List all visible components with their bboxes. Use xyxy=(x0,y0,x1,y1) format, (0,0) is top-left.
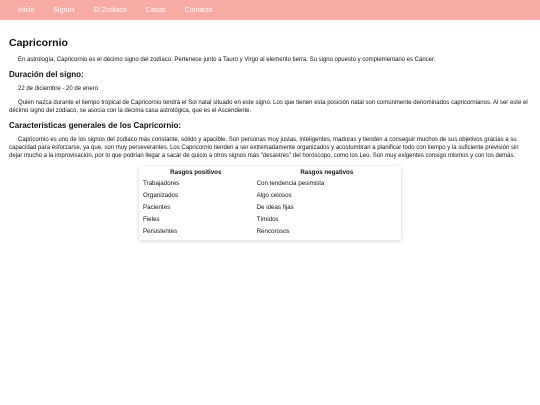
nav-link-el-zodiaco[interactable]: El Zodiaco xyxy=(93,6,127,14)
traits-table-card xyxy=(139,166,401,240)
sign-dates: 22 de diciembre - 20 de enero xyxy=(18,86,99,92)
page-title: Capricornio xyxy=(9,37,68,49)
positive-trait-cell: Pacientes xyxy=(143,204,171,211)
positive-trait-cell: Organizados xyxy=(143,192,179,199)
nav-link-inicio[interactable]: Inicio xyxy=(18,6,35,14)
nav-link-casas[interactable]: Casas xyxy=(145,6,166,14)
negative-trait-cell: Algo celosos xyxy=(256,192,292,199)
traits-table xyxy=(139,167,401,238)
table-row xyxy=(139,190,401,202)
header-negative-traits: Rasgos negativos xyxy=(300,169,354,176)
duration-paragraph: Quien nazca durante el tiempo tropical de Capricornio tendrá el Sol natal situado en este signo. Los que tienen esta posición natal son comúnmente denominados capricornianos. Al ser este el décimo signo del zodiaco, se asocia con la décima casa astrológica, que es el Ascendente. xyxy=(9,100,528,114)
negative-trait-cell: Con tendencia pesimista xyxy=(256,180,325,187)
table-row xyxy=(139,226,401,238)
table-row xyxy=(139,214,401,226)
negative-trait-cell: Tímidos xyxy=(256,216,279,223)
traits-table-header-row xyxy=(139,167,401,178)
negative-trait-cell: Rencorosos xyxy=(256,228,290,235)
positive-trait-cell: Persistentes xyxy=(143,228,178,235)
table-row xyxy=(139,202,401,214)
intro-paragraph: En astrología, Capricornio es el décimo signo del zodíaco. Pertenece junto a Tauro y Virgo al elemento tierra. Su signo opuesto y complementario es Cáncer. xyxy=(18,57,436,63)
header-positive-traits: Rasgos positivos xyxy=(170,169,222,176)
nav-link-contacto[interactable]: Contacto xyxy=(184,6,213,14)
positive-trait-cell: Fieles xyxy=(143,216,160,223)
traits-paragraph: Capricornio es uno de los signos del zodiaco más constante, sólido y apacible. Son personas muy justas, inteligentes, maduras y tienden a conseguir muchos de sus objetivos gracias a su capacidad para esforzarse, ya que, son muy perseverantes. Los Capricornio tienden a ser extremadamente organizados y acostumbran a planificar todo con tiempo y la suficiente previsión sin dejar mucho a la improvisación, por lo que podrían llegar a sacar de quicio a otros signos más "desastres" del horóscopo, como los Leo. Son muy exigentes consigo mismos y con los demás. xyxy=(9,137,519,159)
negative-trait-cell: De ideas fijas xyxy=(256,204,294,211)
traits-heading: Características generales de los Capricornio: xyxy=(9,121,182,130)
nav-link-signos[interactable]: Signos xyxy=(53,6,75,14)
positive-trait-cell: Trabajadores xyxy=(143,180,180,187)
duration-heading: Duración del signo: xyxy=(9,70,84,79)
table-row xyxy=(139,178,401,190)
main-content xyxy=(0,20,540,240)
top-navbar xyxy=(0,0,540,20)
